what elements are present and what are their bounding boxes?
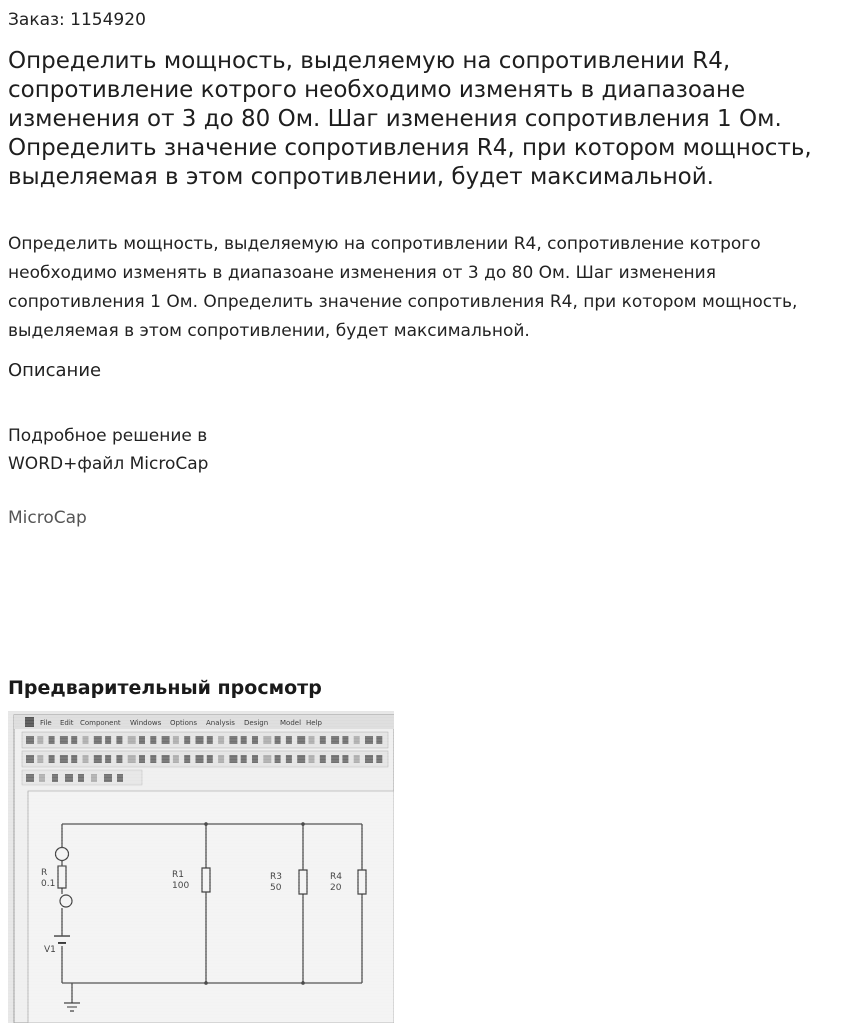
preview-heading: Предварительный просмотр (8, 677, 322, 699)
toolbar-button[interactable] (354, 755, 360, 763)
toolbar-button[interactable] (78, 774, 84, 782)
toolbar-button[interactable] (196, 755, 204, 763)
menu-item-help[interactable]: Help (306, 719, 322, 727)
task-title: Определить мощность, выделяемую на сопротивлении R4, сопротивление котрого необходимо изменять в диапазоане изменения от 3 до 80 Ом. Шаг изменения сопротивления 1 Ом. Определить значение сопротивления R4, при котором мощность, выделяемая в этом сопротивлении, будет максимальной. (8, 48, 812, 190)
toolbar-button[interactable] (207, 755, 213, 763)
toolbar-button[interactable] (218, 755, 224, 763)
toolbar-button[interactable] (39, 774, 45, 782)
order-number: Заказ: 1154920 (8, 10, 146, 30)
toolbar-button[interactable] (252, 755, 258, 763)
toolbar-button[interactable] (331, 755, 339, 763)
schematic-canvas (28, 791, 394, 1023)
toolbar-button[interactable] (71, 755, 77, 763)
source-value: V1 (44, 945, 56, 955)
toolbar-button[interactable] (365, 755, 373, 763)
toolbar-button[interactable] (376, 755, 382, 763)
toolbar-button[interactable] (162, 755, 170, 763)
toolbar-button[interactable] (49, 755, 55, 763)
toolbar-button[interactable] (116, 755, 122, 763)
menu-item-windows[interactable]: Windows (130, 719, 162, 727)
solution-line-1: Подробное решение в (8, 426, 208, 446)
toolbar-button[interactable] (173, 755, 179, 763)
menu-item-edit[interactable]: Edit (60, 719, 74, 727)
toolbar-button[interactable] (26, 755, 34, 763)
r4-name: R4 (330, 872, 342, 882)
toolbar-button[interactable] (128, 755, 136, 763)
menu-item-component[interactable]: Component (80, 719, 121, 727)
r3-value: 50 (270, 883, 282, 893)
source-r-name: R (41, 868, 48, 878)
toolbar-button[interactable] (263, 755, 271, 763)
toolbar-button[interactable] (309, 755, 315, 763)
toolbar-button[interactable] (286, 755, 292, 763)
r3-name: R3 (270, 872, 282, 882)
toolbar-button[interactable] (26, 774, 34, 782)
menu-item-model[interactable]: Model (280, 719, 302, 727)
toolbar-button[interactable] (117, 774, 123, 782)
toolbar-button[interactable] (52, 774, 58, 782)
r1-value: 100 (172, 881, 190, 891)
toolbar-button[interactable] (342, 755, 348, 763)
toolbar-button[interactable] (104, 774, 112, 782)
task-description: Определить мощность, выделяемую на сопротивлении R4, сопротивление котрого необходимо изменять в диапазоане изменения от 3 до 80 Ом. Шаг изменения сопротивления 1 Ом. Определить значение сопротивления R4, при котором мощность, выделяемая в этом сопротивлении, будет максимальной. (8, 234, 798, 341)
preview-image[interactable] (8, 711, 394, 1023)
menu-item-file[interactable]: File (40, 719, 52, 727)
menu-item-options[interactable]: Options (170, 719, 198, 727)
toolbar-button[interactable] (37, 755, 43, 763)
menu-item-analysis[interactable]: Analysis (206, 719, 235, 727)
source-r-value: 0.1 (41, 879, 56, 889)
description-section-label: Описание (8, 360, 102, 381)
r4-value: 20 (330, 883, 342, 893)
microcap-screenshot (8, 711, 394, 1023)
toolbar-button[interactable] (297, 755, 305, 763)
software-label: MicroCap (8, 508, 87, 528)
solution-info (8, 422, 308, 478)
solution-line-2: WORD+файл MicroCap (8, 454, 209, 474)
toolbar-button[interactable] (91, 774, 97, 782)
toolbar-button[interactable] (83, 755, 89, 763)
toolbar-button[interactable] (94, 755, 102, 763)
toolbar-button[interactable] (105, 755, 111, 763)
toolbar-button[interactable] (184, 755, 190, 763)
toolbar-button[interactable] (150, 755, 156, 763)
toolbar-button[interactable] (139, 755, 145, 763)
toolbar-button[interactable] (60, 755, 68, 763)
menu-item-design[interactable]: Design (244, 719, 269, 727)
toolbar-button[interactable] (241, 755, 247, 763)
toolbar-button[interactable] (65, 774, 73, 782)
r1-name: R1 (172, 870, 184, 880)
toolbar-button[interactable] (275, 755, 281, 763)
toolbar-button[interactable] (229, 755, 237, 763)
toolbar-button[interactable] (320, 755, 326, 763)
